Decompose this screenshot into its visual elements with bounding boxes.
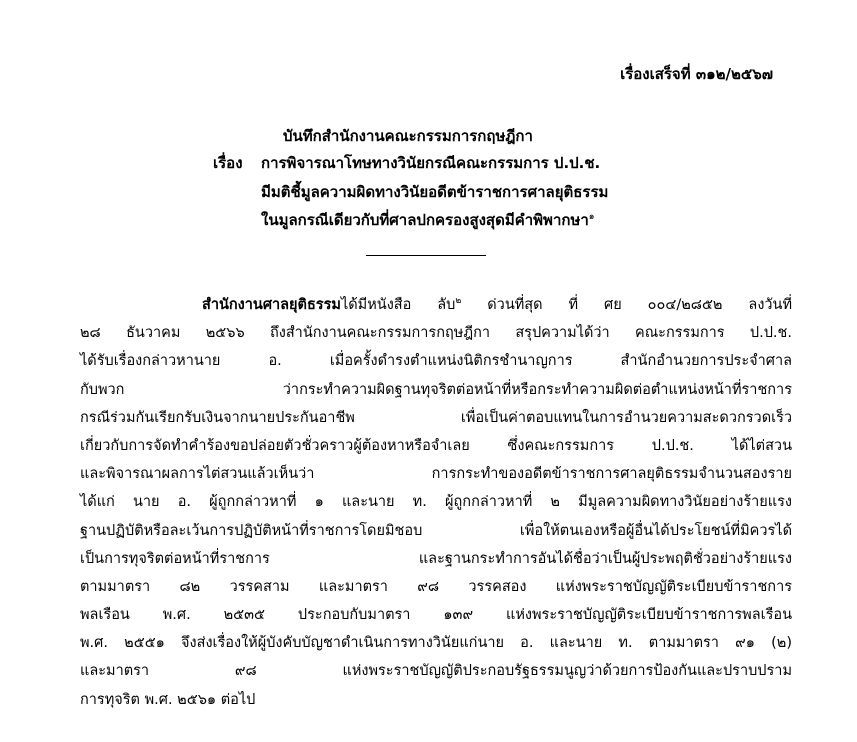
body-line: ๒๘ ธันวาคม ๒๕๖๖ ถึงสำนักงานคณะกรรมการกฤษฎีกา สรุปความได้ว่า คณะกรรมการ ป.ป.ช. — [80, 325, 792, 342]
body-line: เป็นการทุจริตต่อหน้าที่ราชการ และฐานกระทำการอันได้ชื่อว่าเป็นผู้ประพฤติชั่วอย่างร้ายแรง — [80, 550, 792, 567]
agency-name: สำนักงานศาลยุติธรรม — [202, 297, 341, 313]
document-number: เรื่องเสร็จที่ ๓๑๒/๒๕๖๗ — [620, 65, 773, 83]
body-line: และพิจารณาผลการไต่สวนแล้วเห็นว่า การกระทำของอดีตข้าราชการศาลยุติธรรมจำนวนสองราย — [80, 466, 792, 483]
body-line: และมาตรา ๙๘ แห่งพระราชบัญญัติประกอบรัฐธรรมนูญว่าด้วยการป้องกันและปราบปราม — [80, 663, 792, 680]
body-line: ตามมาตรา ๘๒ วรรคสาม และมาตรา ๙๘ วรรคสอง แห่งพระราชบัญญัติระเบียบข้าราชการ — [80, 578, 792, 595]
subject-line-3-text: ในมูลกรณีเดียวกับที่ศาลปกครองสูงสุดมีคำพิพากษา — [261, 211, 589, 229]
body-line: ได้แก่ นาย อ. ผู้ถูกกล่าวหาที่ ๑ และนาย ท. ผู้ถูกกล่าวหาที่ ๒ มีมูลความผิดทางวินัยอย่างร้ายแรง — [80, 494, 792, 511]
body-paragraph — [80, 291, 792, 714]
body-line: การทุจริต พ.ศ. ๒๕๖๑ ต่อไป — [80, 691, 256, 708]
title-divider — [366, 255, 486, 256]
subject-line-1: การพิจารณาโทษทางวินัยกรณีคณะกรรมการ ป.ป.ช. — [261, 154, 601, 172]
subject-line-3 — [261, 208, 594, 232]
body-line — [80, 291, 792, 319]
body-line: พลเรือน พ.ศ. ๒๕๓๕ ประกอบกับมาตรา ๑๓๙ แห่งพระราชบัญญัติระเบียบข้าราชการพลเรือน — [80, 607, 792, 624]
subject-line-2: มีมติชี้มูลความผิดทางวินัยอดีตข้าราชการศาลยุติธรรม — [261, 183, 609, 201]
subject-label: เรื่อง — [213, 154, 243, 172]
body-line: ได้รับเรื่องกล่าวหานาย อ. เมื่อครั้งดำรงตำแหน่งนิติกรชำนาญการ สำนักอำนวยการประจำศาล — [80, 353, 792, 370]
body-line: กรณีร่วมกันเรียกรับเงินจากนายประกันอาชีพ เพื่อเป็นค่าตอบแทนในการอำนวยความสะดวกรวดเร็ว — [80, 409, 792, 426]
memo-title: บันทึกสำนักงานคณะกรรมการกฤษฎีกา — [283, 127, 533, 145]
body-line: พ.ศ. ๒๕๕๑ จึงส่งเรื่องให้ผู้บังคับบัญชาดำเนินการทางวินัยแก่นาย อ. และนาย ท. ตามมาตรา ๙๑ (๒) — [80, 635, 792, 652]
body-line: เกี่ยวกับการจัดทำคำร้องขอปล่อยตัวชั่วคราวผู้ต้องหาหรือจำเลย ซึ่งคณะกรรมการ ป.ป.ช. ได้ไต่สวน — [80, 437, 792, 454]
footnote-reference-2[interactable]: ๒ — [455, 296, 462, 307]
body-line: กับพวก ว่ากระทำความผิดฐานทุจริตต่อหน้าที่หรือกระทำความผิดต่อตำแหน่งหน้าที่ราชการ — [80, 381, 792, 398]
body-line: ฐานปฏิบัติหรือละเว้นการปฏิบัติหน้าที่ราชการโดยมิชอบ เพื่อให้ตนเองหรือผู้อื่นได้ประโยชน์ที่มิควรได้ — [80, 522, 792, 539]
footnote-reference-1[interactable]: ๑ — [588, 212, 595, 222]
body-first-line-text: ได้มีหนังสือ ลับ — [340, 297, 456, 313]
body-first-line-tail: ด่วนที่สุด ที่ ศย ๐๐๔/๒๘๕๒ ลงวันที่ — [461, 297, 793, 313]
